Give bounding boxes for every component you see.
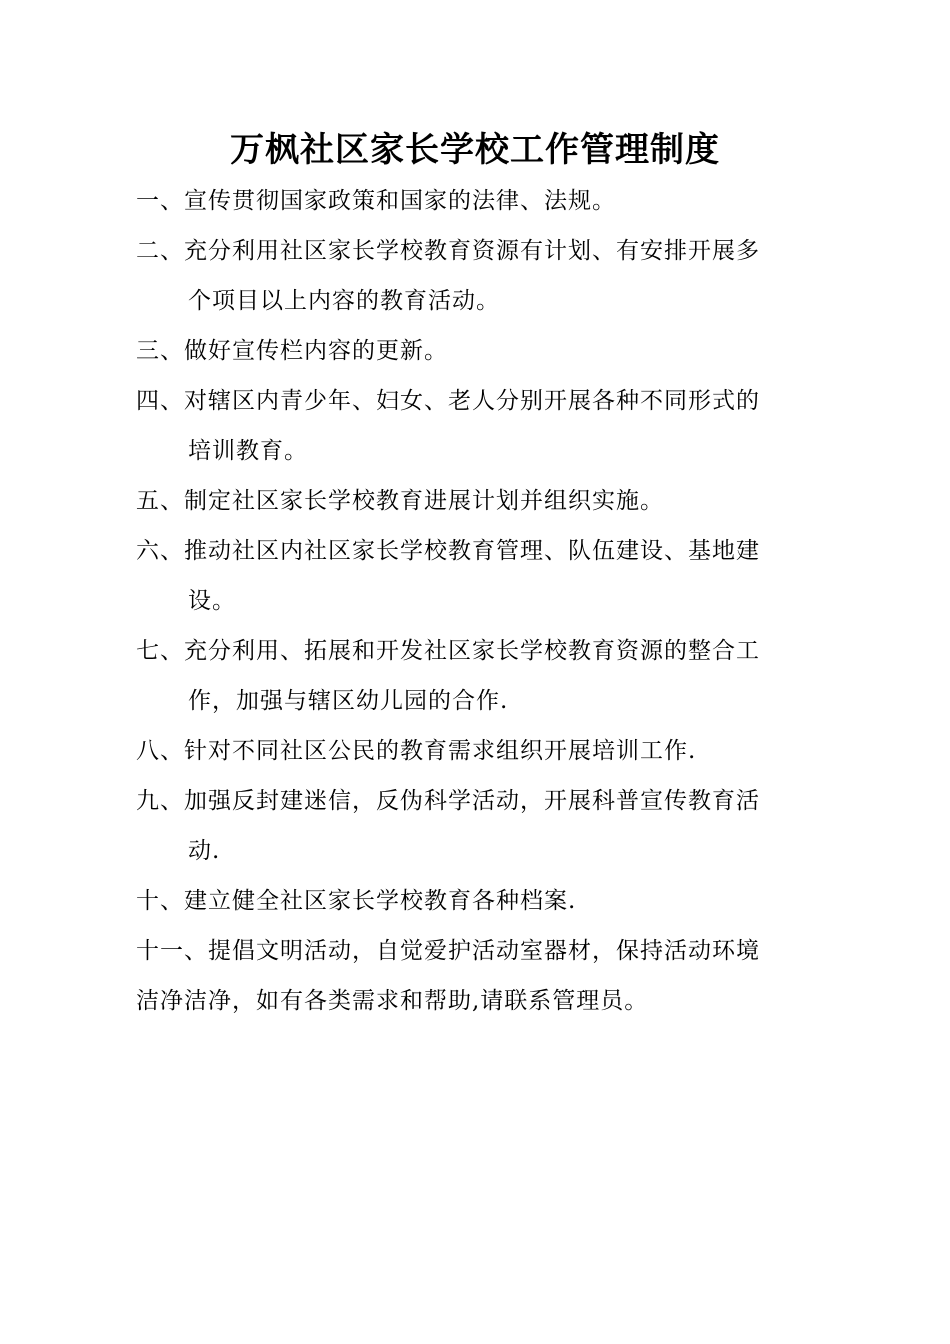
rule-line: 八、针对不同社区公民的教育需求组织开展培训工作.	[136, 738, 697, 764]
rule-line: 一、宣传贯彻国家政策和国家的法律、法规。	[136, 188, 616, 214]
rule-item-11	[136, 926, 826, 1026]
rule-line: 九、加强反封建迷信，反伪科学活动，开展科普宣传教育活	[136, 788, 760, 814]
rule-item-8	[136, 726, 826, 776]
rule-line: 五、制定社区家长学校教育进展计划并组织实施。	[136, 488, 664, 514]
rule-line: 三、做好宣传栏内容的更新。	[136, 338, 448, 364]
rule-line: 二、充分利用社区家长学校教育资源有计划、有安排开展多	[136, 238, 760, 264]
rule-line: 十一、提倡文明活动，自觉爱护活动室器材，保持活动环境	[136, 938, 760, 964]
rule-item-10	[136, 876, 826, 926]
rules-list	[136, 176, 826, 1026]
rule-item-1	[136, 176, 826, 226]
rule-line: 十、建立健全社区家长学校教育各种档案.	[136, 888, 577, 914]
rule-item-3	[136, 326, 826, 376]
rule-line-continuation: 个项目以上内容的教育活动。	[188, 288, 500, 314]
rule-line: 四、对辖区内青少年、妇女、老人分别开展各种不同形式的	[136, 388, 760, 414]
rule-item-7	[136, 626, 826, 726]
rule-item-4	[136, 376, 826, 476]
rule-item-5	[136, 476, 826, 526]
rule-item-6	[136, 526, 826, 626]
rule-item-9	[136, 776, 826, 876]
rule-line-continuation: 培训教育。	[188, 438, 308, 464]
rule-line-continuation: 动.	[188, 838, 221, 864]
rule-line-continuation: 作，加强与辖区幼儿园的合作.	[188, 688, 509, 714]
rule-item-2	[136, 226, 826, 326]
rule-line-continuation: 洁净洁净，如有各类需求和帮助,请联系管理员。	[136, 988, 649, 1014]
document-title: 万枫社区家长学校工作管理制度	[230, 130, 720, 170]
rule-line: 七、充分利用、拓展和开发社区家长学校教育资源的整合工	[136, 638, 760, 664]
rule-line: 六、推动社区内社区家长学校教育管理、队伍建设、基地建	[136, 538, 760, 564]
rule-line-continuation: 设。	[188, 588, 236, 614]
